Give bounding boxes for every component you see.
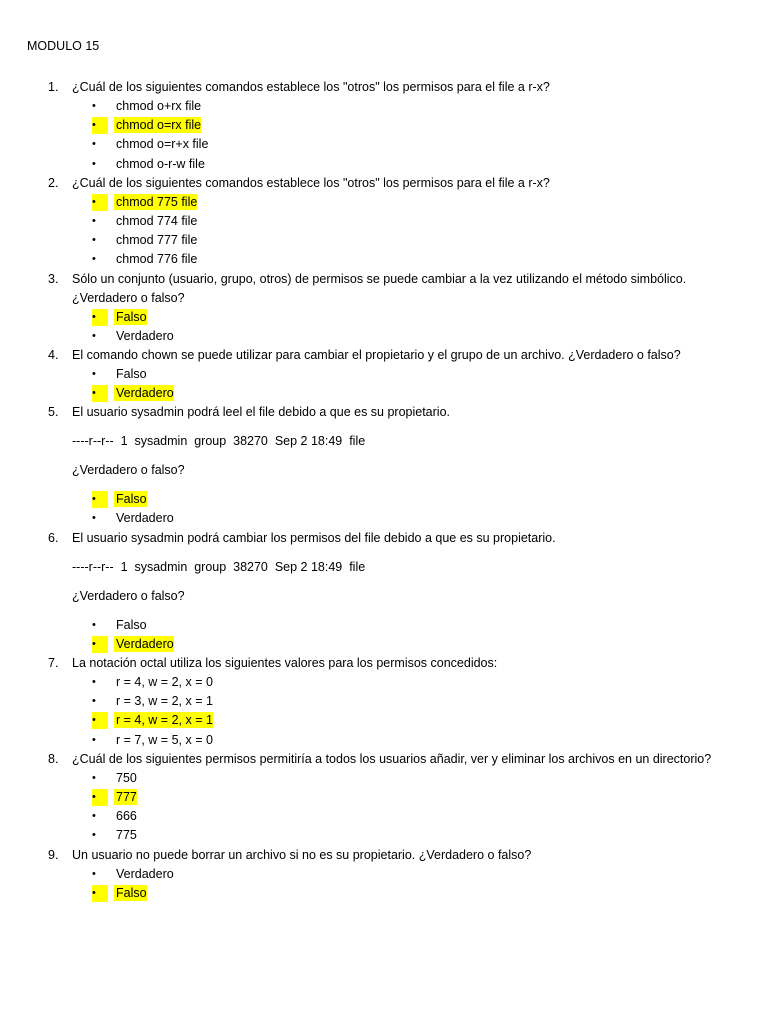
answer-option [72,250,718,269]
file-listing: ----r--r-- 1 sysadmin group 38270 Sep 2 18:49 file [72,559,366,574]
question-text: ¿Cuál de los siguientes permisos permitiría a todos los usuarios añadir, ver y eliminar los archivos en un directorio? [72,751,712,766]
answer-option [72,135,718,154]
question-number: 3. [48,271,59,286]
answer-option-text: 666 [116,809,137,824]
answer-option-text: Verdadero [116,866,174,881]
answer-option [72,616,718,635]
answer-option [72,155,718,174]
bullet-icon: • [92,789,108,806]
file-listing: ----r--r-- 1 sysadmin group 38270 Sep 2 18:49 file [72,434,366,449]
answer-option-text: 775 [116,828,137,843]
answer-option-text: chmod o-r-w file [116,156,205,171]
bullet-icon: • [92,138,96,151]
bullet-icon: • [92,367,96,380]
question-number: 4. [48,347,59,362]
answer-option [72,365,718,384]
answer-option-text: r = 4, w = 2, x = 1 [116,713,213,728]
answer-option-text: chmod 774 file [116,213,198,228]
answer-option-text: Verdadero [116,636,174,651]
answer-option-text: 777 [116,789,137,804]
bullet-icon: • [92,829,96,842]
bullet-icon: • [92,100,96,112]
bullet-icon: • [92,695,96,708]
question-text: El comando chown se puede utilizar para cambiar el propietario y el grupo de un archivo. ¿Verdadero o falso? [72,347,681,362]
answer-option [72,212,718,231]
bullet-icon: • [92,491,108,508]
question-3 [0,270,768,346]
answer-options [72,769,718,846]
question-number: 9. [48,847,59,862]
answer-option-text: Falso [116,885,147,900]
question-number: 2. [48,175,59,190]
question-text: El usuario sysadmin podrá leel el file debido a que es su propietario. [72,405,451,420]
question-number: 5. [48,405,59,420]
answer-option-highlighted [72,308,718,327]
bullet-icon: • [92,810,96,823]
bullet-icon: • [92,771,96,784]
question-4 [0,346,768,403]
question-text: La notación octal utiliza los siguientes valores para los permisos concedidos: [72,656,498,670]
answer-option-highlighted [72,788,718,807]
bullet-icon: • [92,117,108,134]
answer-option-text: chmod o=rx file [116,118,202,133]
question-text: Sólo un conjunto (usuario, grupo, otros) de permisos se puede cambiar a la vez utilizando el método simbólico. ¿Verdadero o falso? [72,271,687,305]
answer-options [72,365,718,403]
question-9 [0,846,768,903]
bullet-icon: • [92,309,108,326]
answer-options [72,616,718,654]
answer-option [72,673,718,692]
answer-option-highlighted [72,884,718,903]
answer-option-text: chmod o=r+x file [116,137,209,152]
bullet-icon: • [92,885,108,902]
answer-options [72,673,718,750]
answer-option [72,231,718,250]
answer-option-highlighted [72,490,718,509]
answer-option-text: chmod o+rx file [116,99,202,113]
answer-option [72,807,718,826]
bullet-icon: • [92,194,108,211]
answer-option-text: r = 3, w = 2, x = 1 [116,694,213,709]
bullet-icon: • [92,618,96,631]
answer-options [72,865,718,903]
question-text: Un usuario no puede borrar un archivo si no es su propietario. ¿Verdadero o falso? [72,847,532,862]
question-list [0,78,768,903]
bullet-icon: • [92,676,96,688]
answer-options [72,490,718,528]
answer-option-text: chmod 776 file [116,252,198,267]
question-text: ¿Cuál de los siguientes comandos establece los "otros" los permisos para el file a r-x? [72,175,550,190]
bullet-icon: • [92,329,96,342]
answer-option-highlighted [72,635,718,654]
answer-options [72,193,718,270]
question-text: El usuario sysadmin podrá cambiar los permisos del file debido a que es su propietario. [72,530,556,545]
question-7 [0,654,768,750]
answer-option-text: Verdadero [116,386,174,401]
question-prompt: ¿Verdadero o falso? [72,588,185,603]
answer-option [72,327,718,346]
answer-option [72,97,718,116]
question-8 [0,750,768,846]
answer-option-text: chmod 777 file [116,233,198,248]
bullet-icon: • [92,214,96,227]
bullet-icon: • [92,385,108,402]
question-prompt: ¿Verdadero o falso? [72,463,185,478]
answer-option [72,865,718,884]
answer-options [72,308,718,346]
question-6 [0,529,768,654]
answer-option-text: Falso [116,366,147,381]
answer-option-text: r = 7, w = 5, x = 0 [116,732,213,747]
answer-option-text: chmod 775 file [116,194,198,209]
answer-option [72,769,718,788]
answer-option-text: r = 4, w = 2, x = 0 [116,675,213,689]
answer-option [72,509,718,528]
bullet-icon: • [92,712,108,729]
answer-option-text: Falso [116,492,147,507]
question-number: 1. [48,80,59,94]
question-5 [0,403,768,528]
document-title: MODULO 15 [27,39,100,53]
bullet-icon: • [92,253,96,266]
answer-options [72,97,718,174]
bullet-icon: • [92,512,96,525]
bullet-icon: • [92,733,96,746]
question-number: 6. [48,530,59,545]
answer-option [72,731,718,750]
bullet-icon: • [92,867,96,880]
question-number: 8. [48,751,59,766]
answer-option-highlighted [72,711,718,730]
question-number: 7. [48,656,59,670]
answer-option [72,826,718,845]
question-2 [0,174,768,270]
question-1 [0,78,768,174]
answer-option [72,692,718,711]
answer-option-text: Verdadero [116,511,174,526]
answer-option-text: Falso [116,309,147,324]
question-text: ¿Cuál de los siguientes comandos establece los "otros" los permisos para el file a r-x? [72,80,550,94]
answer-option-highlighted [72,384,718,403]
answer-option-text: Falso [116,617,147,632]
bullet-icon: • [92,234,96,247]
answer-option-highlighted [72,193,718,212]
answer-option-text: Verdadero [116,328,174,343]
answer-option-highlighted [72,116,718,135]
bullet-icon: • [92,636,108,653]
bullet-icon: • [92,157,96,170]
answer-option-text: 750 [116,770,137,785]
